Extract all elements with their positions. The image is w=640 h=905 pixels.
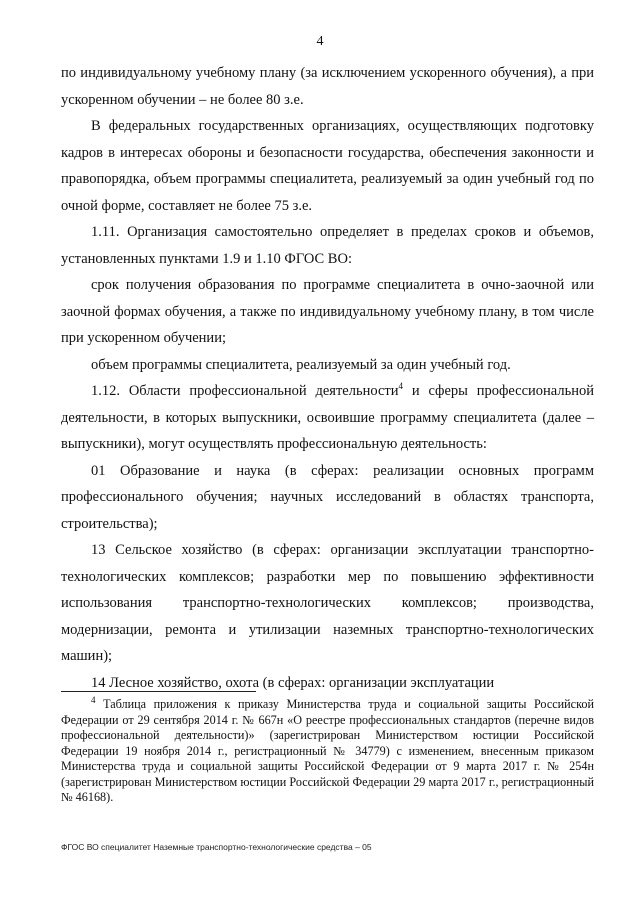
footnote xyxy=(61,694,595,806)
page-number: 4 xyxy=(316,34,324,49)
paragraph-8: 13 Сельское хозяйство (в сферах: организации эксплуатации транспортно-технологических комплексов; разработки мер по повышению эффективности использования транспортно-технологических комплексов; производства, модернизации, ремонта и утилизации наземных транспортно-технологических машин); xyxy=(61,542,594,664)
footnote-reference[interactable]: 4 xyxy=(398,381,403,392)
page-footer: ФГОС ВО специалитет Наземные транспортно-технологические средства – 05 xyxy=(61,842,372,852)
paragraph-6-rest: и сферы профессиональной деятельности, в которых выпускники, освоившие программу специалитета (далее – выпускники), могут осуществлять профессиональную деятельность: xyxy=(61,383,594,452)
document-body xyxy=(61,60,594,696)
paragraph-9: 14 Лесное хозяйство, охота (в сферах: организации эксплуатации xyxy=(91,674,495,691)
paragraph-1: по индивидуальному учебному плану (за исключением ускоренного обучения), а при ускоренном обучении – не более 80 з.е. xyxy=(61,65,594,108)
footnote-marker: 4 xyxy=(91,694,96,705)
paragraph-6-lead: 1.12. Области профессиональной деятельности xyxy=(91,383,399,399)
paragraph-4: срок получения образования по программе специалитета в очно-заочной или заочной формах обучения, а также по индивидуальному учебному плану, в том числе при ускоренном обучении; xyxy=(61,277,594,346)
paragraph-2: В федеральных государственных организациях, осуществляющих подготовку кадров в интересах обороны и безопасности государства, обеспечения законности и правопорядка, объем программы специалитета, реализуемый за один учебный год по очной форме, составляет не более 75 з.е. xyxy=(61,118,594,214)
footnote-text: Таблица приложения к приказу Министерства труда и социальной защиты Российской Федерации от 29 сентября 2014 г. № 667н «О реестре профессиональных стандартов (перечне видов профессиональной деятельности)» (зарегистрирован Министерством юстиции Российской Федерации 19 ноября 2014 г., регистрационный № 34779) с изменением, внесенным приказом Министерства труда и социальной защиты Российской Федерации от 9 марта 2017 г. № 254н (зарегистрирован Министерством юстиции Российской Федерации 29 марта 2017 г., регистрационный № 46168). xyxy=(61,697,595,804)
paragraph-7: 01 Образование и наука (в сферах: реализации основных программ профессионального обучения; научных исследований в областях транспорта, строительства); xyxy=(61,462,594,532)
footnote-divider xyxy=(61,691,256,692)
paragraph-6 xyxy=(61,378,594,458)
paragraph-3: 1.11. Организация самостоятельно определяет в пределах сроков и объемов, установленных пунктами 1.9 и 1.10 ФГОС ВО: xyxy=(61,224,594,267)
paragraph-5: объем программы специалитета, реализуемый за один учебный год. xyxy=(91,356,511,373)
